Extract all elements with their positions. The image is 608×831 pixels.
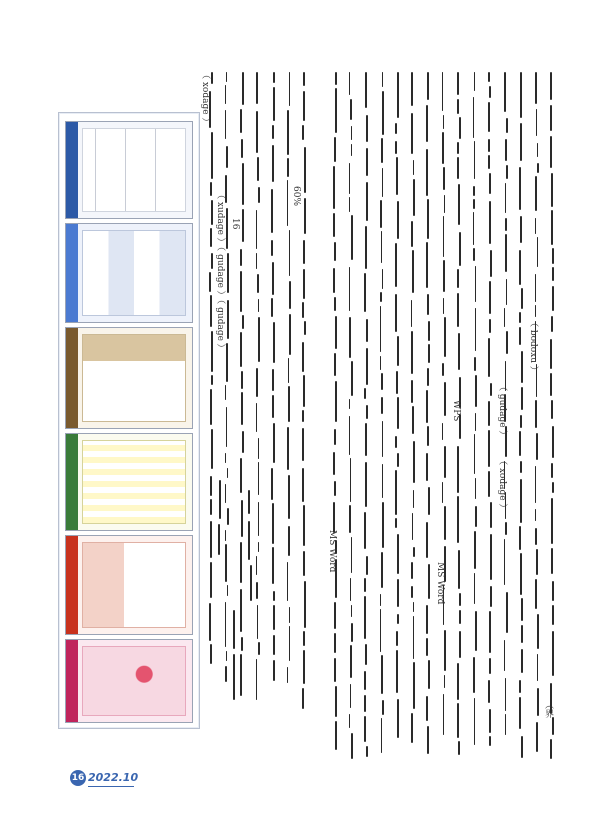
thumbnail-web-portal [65,535,193,635]
text-column [548,72,558,760]
issue-label: 2022.10 [88,771,139,784]
text-column [409,72,419,760]
issue-underline [88,786,134,787]
text-column [471,72,481,760]
text-column [362,72,372,760]
figure-strip [58,112,200,729]
inline-term-wps: WPS [451,400,461,422]
inline-term-xodage-left: （ xodage ） [200,70,210,127]
thumbnail-vertical-text-editor [65,433,193,531]
text-column [517,72,527,760]
thumbnail-scanned-book-viewer [65,121,193,219]
inline-term-gudage: （ gudage ） [497,382,507,440]
text-column [215,480,225,560]
text-column [300,72,310,710]
text-column [285,72,295,710]
text-column [440,72,450,760]
inline-term-ms-word-1: MS Word [435,562,445,605]
inline-term-bracket: （界 [543,700,553,718]
text-column [331,72,341,760]
text-column [246,490,256,640]
page-number-badge: 16 [70,770,86,786]
text-column [393,72,403,760]
thumbnail-newspaper-page [65,327,193,429]
thumbnail-mongolian-online-library [65,223,193,323]
text-column [424,72,434,760]
inline-term-xodage: （ xodage ） [497,456,507,513]
text-column [230,610,240,700]
text-column [207,72,217,710]
text-column [269,72,279,710]
inline-term-bodoxu: （ bodoxu ） [528,318,538,375]
text-column [486,72,496,760]
text-column [378,72,388,760]
inline-term-xudage-gudage: （ xudage ）（ gudage ）（ gudage ） [215,190,225,353]
text-column [533,72,543,760]
inline-term-60-percent: 60% [291,186,301,207]
inline-term-16: 16 [230,218,240,230]
inline-term-ms-word-2: MS Word [327,530,337,573]
thumbnail-certificate [65,639,193,723]
text-column [347,72,357,760]
